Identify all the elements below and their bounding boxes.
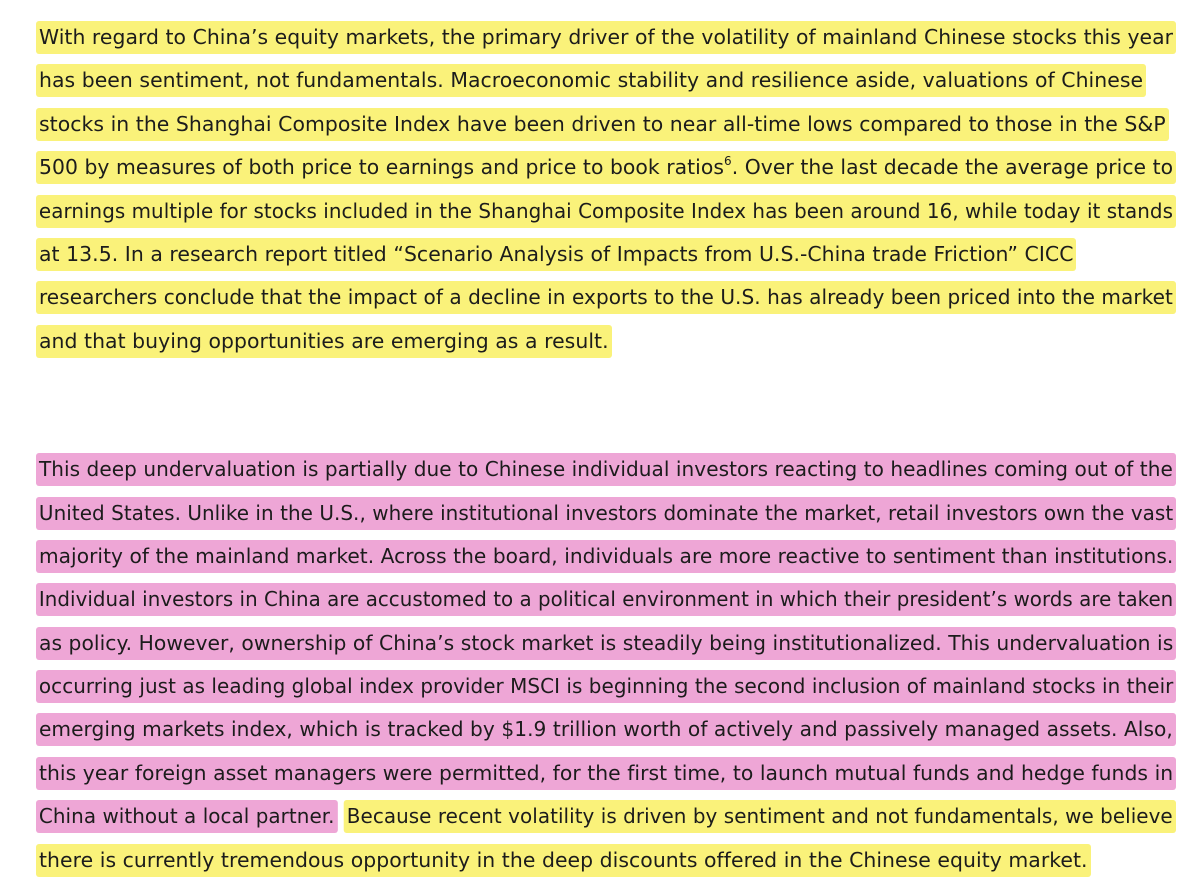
- highlighted-text: emerging markets index, which is tracked by $1.9 trillion worth of actively and passively managed assets. Also,: [36, 713, 1176, 746]
- document-body: [36, 16, 1176, 882]
- highlighted-text: majority of the mainland market. Across the board, individuals are more reactive to sentiment than institutions.: [36, 540, 1176, 573]
- highlighted-text: United States. Unlike in the U.S., where institutional investors dominate the market, retail investors own the vast: [36, 497, 1176, 530]
- paragraph-china-equity-markets: [36, 16, 1176, 363]
- highlighted-text: has been sentiment, not fundamentals. Macroeconomic stability and resilience aside, valuations of Chinese: [36, 64, 1146, 97]
- highlighted-text: researchers conclude that the impact of a decline in exports to the U.S. has already been priced into the market: [36, 281, 1176, 314]
- text-line: [36, 233, 1176, 276]
- text-segment: 500 by measures of both price to earnings and price to book ratios: [38, 155, 725, 180]
- highlighted-text: earnings multiple for stocks included in the Shanghai Composite Index has been around 16, while today it stands: [36, 195, 1176, 228]
- footnote-marker: 6: [724, 154, 732, 169]
- text-segment: . Over the last decade the average price to: [731, 155, 1174, 180]
- highlighted-text: Individual investors in China are accustomed to a political environment in which their president’s words are taken: [36, 583, 1176, 616]
- text-line: [36, 752, 1172, 795]
- text-line: [36, 103, 1176, 146]
- highlighted-text: there is currently tremendous opportunity in the deep discounts offered in the Chinese equity market.: [36, 844, 1091, 877]
- text-line: [36, 59, 1176, 102]
- paragraph-spacer: [36, 363, 1176, 448]
- highlighted-text: as policy. However, ownership of China’s stock market is steadily being institutionalized. This undervaluation is: [36, 627, 1176, 660]
- text-line: [36, 708, 1173, 751]
- text-line: [36, 190, 1173, 233]
- text-line: [36, 320, 1176, 363]
- text-line: [36, 146, 1173, 189]
- highlighted-text: Because recent volatility is driven by sentiment and not fundamentals, we believe: [344, 800, 1176, 833]
- highlighted-text: stocks in the Shanghai Composite Index have been driven to near all-time lows compared to those in the S&P: [36, 108, 1169, 141]
- highlighted-text: and that buying opportunities are emerging as a result.: [36, 325, 612, 358]
- highlighted-text: at 13.5. In a research report titled “Scenario Analysis of Impacts from U.S.-China trade Friction” CICC: [36, 238, 1076, 271]
- text-line: [36, 276, 1173, 319]
- text-line: [36, 622, 1174, 665]
- highlighted-text: this year foreign asset managers were permitted, for the first time, to launch mutual funds and hedge funds in: [36, 757, 1176, 790]
- highlighted-text: China without a local partner.: [36, 800, 337, 833]
- highlighted-text: occurring just as leading global index provider MSCI is beginning the second inclusion of mainland stocks in their: [36, 670, 1176, 703]
- text-line: [36, 535, 1174, 578]
- text-line: [36, 795, 1173, 838]
- text-line: [36, 578, 1174, 621]
- paragraph-undervaluation: [36, 448, 1176, 882]
- text-line: [36, 448, 1173, 491]
- text-line: [36, 16, 1174, 59]
- highlighted-text: [36, 151, 1176, 184]
- text-line: [36, 492, 1174, 535]
- highlighted-text: This deep undervaluation is partially due to Chinese individual investors reacting to headlines coming out of the: [36, 453, 1176, 486]
- highlighted-text: With regard to China’s equity markets, the primary driver of the volatility of mainland Chinese stocks this year: [36, 21, 1176, 54]
- text-line: [36, 665, 1174, 708]
- text-line: [36, 839, 1176, 882]
